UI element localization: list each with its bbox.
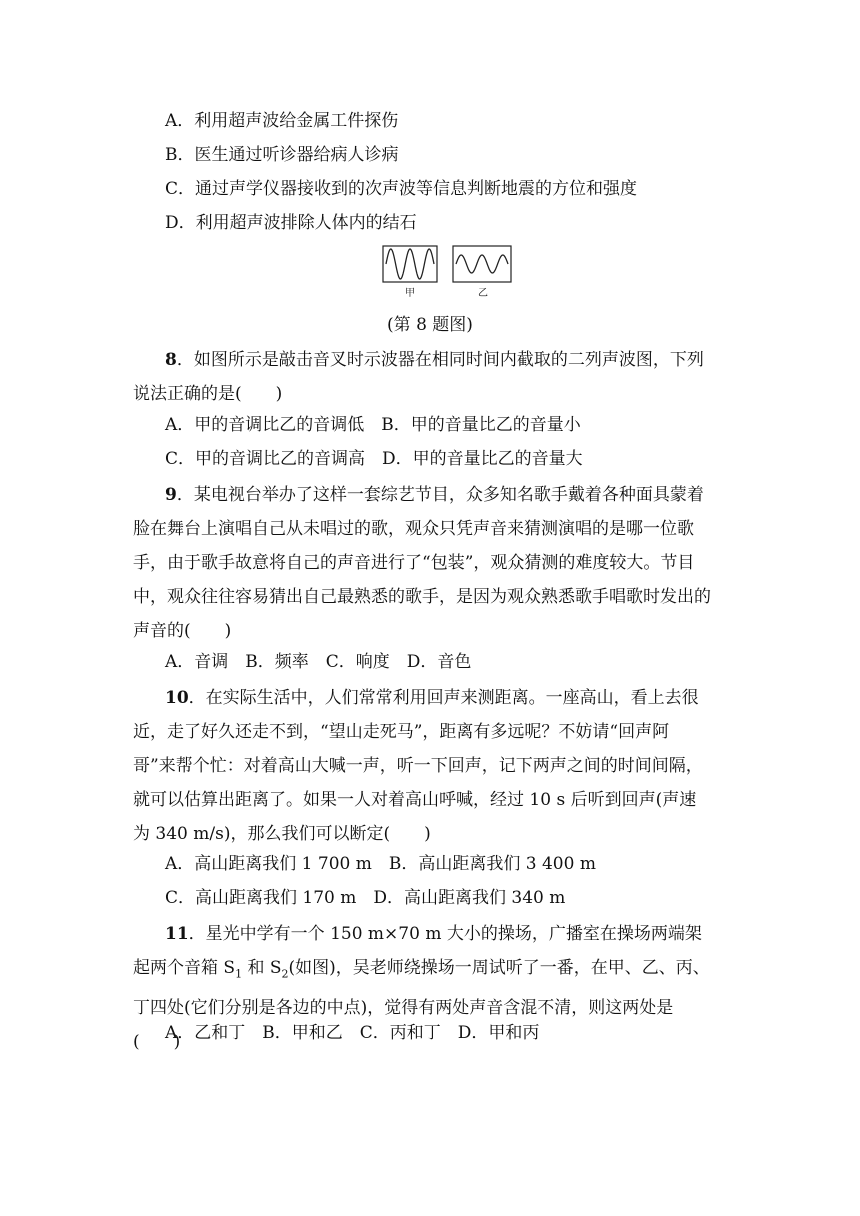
question-9-number: 9 [165,485,177,505]
question-11-stem-a: ．星光中学有一个 150 m×70 m 大小的操场，广播室在操场两端架起两个音箱 S [133,924,702,978]
question-10 [133,681,711,851]
q8-options-row-1: A．甲的音调比乙的音调低 B．甲的音量比乙的音量小 [165,415,581,435]
q7-option-d: D．利用超声波排除人体内的结石 [165,213,417,233]
waveform-yi [456,255,508,273]
question-11-stem-b: 和 S [242,958,282,978]
question-8-stem: ．如图所示是敲击音叉时示波器在相同时间内截取的二列声波图，下列说法正确的是( ) [133,350,704,404]
waveform-frame-jia [383,246,437,282]
q8-options-row-2: C．甲的音调比乙的音调高 D．甲的音量比乙的音量大 [165,449,583,469]
q9-options: A．音调 B．频率 C．响度 D．音色 [165,652,472,672]
question-9 [133,478,711,648]
figure-8-waveforms [382,244,514,302]
question-11-stem-c: (如图)，吴老师绕操场一周试听了一番，在甲、乙、丙、丁四处(它们分别是各边的中点)，觉得有两处声音含混不清，则这两处是( ) [133,958,710,1053]
question-10-number: 10 [165,688,189,708]
question-10-stem: ．在实际生活中，人们常常利用回声来测距离。一座高山，看上去很近，走了好久还走不到，“望山走死马”，距离有多远呢？不妨请“回声阿哥”来帮个忙：对着高山大喊一声，听一下回声，记下两声之间的时间间隔，就可以估算出距离了。如果一人对着高山呼喊，经过 10 s 后听到回声(声速为 340 m/s)，那么我们可以断定( ) [133,688,703,844]
waveform-jia [386,249,434,279]
q11-options: A．乙和丁 B．甲和乙 C．丙和丁 D．甲和丙 [165,1023,540,1043]
q10-options-row-2: C．高山距离我们 170 m D．高山距离我们 340 m [165,888,566,908]
q7-option-c: C．通过声学仪器接收到的次声波等信息判断地震的方位和强度 [165,179,638,199]
question-11-number: 11 [165,924,189,944]
figure-8-caption: (第 8 题图) [387,315,473,335]
waveform-diagram [382,244,514,288]
q7-option-a: A．利用超声波给金属工件探伤 [165,111,399,131]
speaker-2-subscript: 2 [281,967,289,981]
q7-option-b: B．医生通过听诊器给病人诊病 [165,145,399,165]
question-8 [133,343,711,411]
speaker-1-subscript: 1 [235,967,243,981]
question-9-stem: ．某电视台举办了这样一套综艺节目，众多知名歌手戴着各种面具蒙着脸在舞台上演唱自己从未唱过的歌，观众只凭声音来猜测演唱的是哪一位歌手，由于歌手故意将自己的声音进行了“包装”，观众猜测的难度较大。节目中，观众往往容易猜出自己最熟悉的歌手，是因为观众熟悉歌手唱歌时发出的声音的( ) [133,485,711,641]
figure-label-jia: 甲 [405,288,415,299]
waveform-frame-yi [453,246,511,282]
question-8-number: 8 [165,350,177,370]
figure-label-yi: 乙 [478,288,488,299]
q10-options-row-1: A．高山距离我们 1 700 m B．高山距离我们 3 400 m [165,854,596,874]
